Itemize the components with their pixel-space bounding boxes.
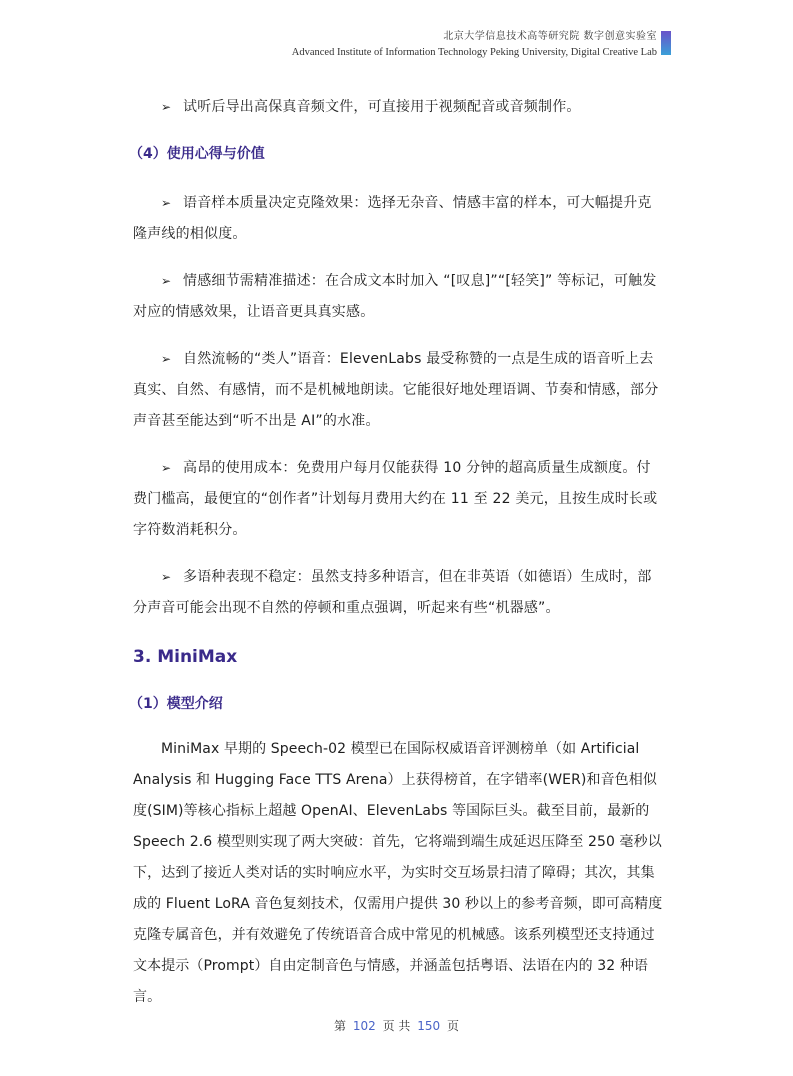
arrowhead-bullet-icon: ➢ xyxy=(161,461,172,475)
header-accent-bar xyxy=(661,31,671,55)
header-institute-cn: 北京大学信息技术高等研究院 数字创意实验室 xyxy=(443,31,657,42)
bullet-item xyxy=(133,92,663,123)
header-institute-en: Advanced Institute of Information Technology Peking University, Digital Creative Lab xyxy=(291,46,657,58)
subsection-heading-intro: （1）模型介绍 xyxy=(129,696,223,712)
bullet-item xyxy=(133,453,663,546)
section-heading-minimax: 3. MiniMax xyxy=(133,647,238,667)
arrowhead-bullet-icon: ➢ xyxy=(161,352,172,366)
bullet-text: 语音样本质量决定克隆效果：选择无杂音、情感丰富的样本，可大幅提升克隆声线的相似度。 xyxy=(133,195,652,242)
current-page-number: 102 xyxy=(352,1019,376,1033)
bullet-item xyxy=(133,562,663,624)
footer-prefix: 第 xyxy=(334,1019,347,1033)
arrowhead-bullet-icon: ➢ xyxy=(161,570,172,584)
bullet-item xyxy=(133,344,663,437)
total-page-number: 150 xyxy=(417,1019,441,1033)
section-heading-usage: （4）使用心得与价值 xyxy=(129,146,265,162)
intro-paragraph: MiniMax 早期的 Speech-02 模型已在国际权威语音评测榜单（如 Artificial Analysis 和 Hugging Face TTS Arena）上获得榜首，在字错率(WER)和音色相似度(SIM)等核心指标上超越 OpenAI、ElevenLabs 等国际巨头。截至目前，最新的 Speech 2.6 模型则实现了两大突破：首先，它将端到端生成延迟压降至 250 毫秒以下，达到了接近人类对话的实时响应水平，为实时交互场景扫清了障碍；其次，其集成的 Fluent LoRA 音色复刻技术，仅需用户提供 30 秒以上的参考音频，即可高精度克隆专属音色，并有效避免了传统语音合成中常见的机械感。该系列模型还支持通过文本提示（Prompt）自由定制音色与情感，并涵盖包括粤语、法语在内的 32 种语言。 xyxy=(133,741,663,1005)
bullet-item xyxy=(133,188,663,250)
bullet-text: 自然流畅的“类人”语音：ElevenLabs 最受称赞的一点是生成的语音听上去真实、自然、有感情，而不是机械地朗读。它能很好地处理语调、节奏和情感，部分声音甚至能达到“听不出是 AI”的水准。 xyxy=(133,351,659,429)
bullet-text: 多语种表现不稳定：虽然支持多种语言，但在非英语（如德语）生成时，部分声音可能会出现不自然的停顿和重点强调，听起来有些“机器感”。 xyxy=(133,569,652,616)
arrowhead-bullet-icon: ➢ xyxy=(161,274,172,288)
footer-suffix: 页 xyxy=(446,1019,459,1033)
bullet-item xyxy=(133,266,663,328)
page-content xyxy=(129,92,663,1013)
page-header xyxy=(292,30,657,60)
footer-mid: 页 共 xyxy=(382,1019,411,1033)
bullet-text: 情感细节需精准描述：在合成文本时加入 “[叹息]”“[轻笑]” 等标记，可触发对应的情感效果，让语音更具真实感。 xyxy=(133,273,657,320)
page-footer xyxy=(0,1017,793,1034)
bullet-text: 高昂的使用成本：免费用户每月仅能获得 10 分钟的超高质量生成额度。付费门槛高，最便宜的“创作者”计划每月费用大约在 11 至 22 美元，且按生成时长或字符数消耗积分。 xyxy=(133,460,658,538)
bullet-text: 试听后导出高保真音频文件，可直接用于视频配音或音频制作。 xyxy=(183,99,581,115)
arrowhead-bullet-icon: ➢ xyxy=(161,100,172,114)
arrowhead-bullet-icon: ➢ xyxy=(161,196,172,210)
